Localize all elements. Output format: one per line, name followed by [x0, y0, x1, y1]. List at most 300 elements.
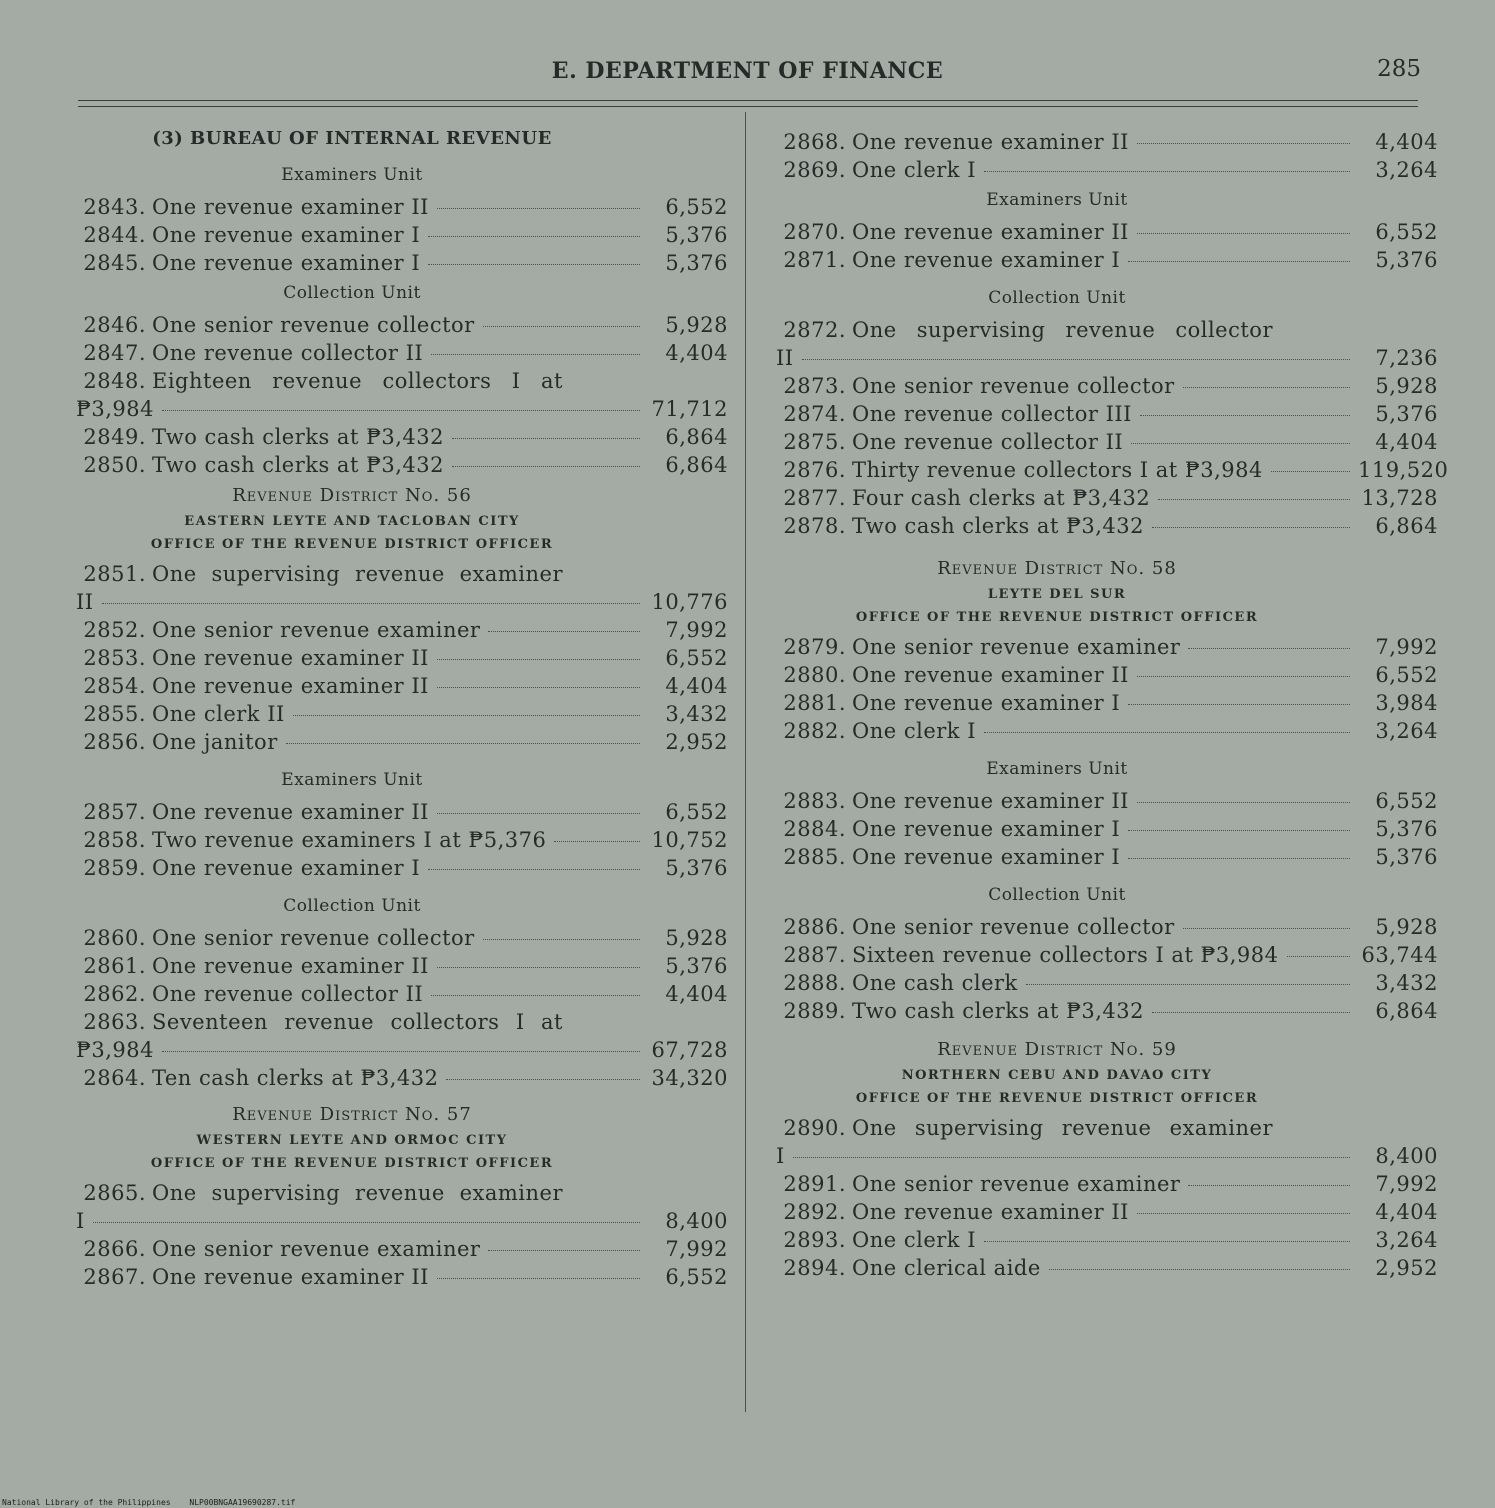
dot-leader [1026, 984, 1350, 985]
item-description: One revenue examiner II [152, 1265, 429, 1289]
item-description: One revenue examiner II [852, 220, 1129, 244]
item-number: 2848. [83, 369, 146, 393]
item-description: One senior revenue examiner [152, 1237, 481, 1261]
dot-leader [1188, 1185, 1350, 1186]
line-item-continuation [776, 1142, 1438, 1170]
item-amount: 10,752 [651, 828, 728, 852]
line-item [776, 689, 1438, 717]
dot-leader [1152, 527, 1350, 528]
item-amount: 4,404 [665, 674, 728, 698]
item-number: 2849. [83, 425, 146, 449]
item-description: One senior revenue collector [152, 926, 475, 950]
item-description: One revenue examiner II [152, 195, 429, 219]
line-item [776, 1114, 1438, 1142]
item-amount: 3,984 [1375, 691, 1438, 715]
item-description-continued: ₱3,984 [76, 397, 154, 421]
item-list [776, 913, 1438, 1025]
line-item [776, 717, 1438, 745]
item-description: One revenue examiner I [152, 223, 421, 247]
item-number: 2874. [783, 402, 846, 426]
item-amount: 6,552 [665, 195, 728, 219]
dot-leader [1152, 1012, 1350, 1013]
line-item-continuation [76, 1207, 728, 1235]
item-number: 2882. [783, 719, 846, 743]
item-description: Two cash clerks at ₱3,432 [852, 999, 1145, 1023]
line-item [776, 484, 1438, 512]
item-number: 2870. [783, 220, 846, 244]
district-title: Revenue District No. 56 [232, 485, 472, 506]
line-item [776, 633, 1438, 661]
item-amount: 8,400 [1375, 1144, 1438, 1168]
dot-leader [431, 995, 640, 996]
wrapped-item [776, 1114, 1438, 1170]
item-number: 2855. [83, 702, 146, 726]
item-number: 2887. [783, 943, 846, 967]
line-item [76, 249, 728, 277]
dot-leader [802, 359, 1350, 360]
line-item [776, 815, 1438, 843]
item-description-continued: II [76, 590, 94, 614]
right-column [776, 128, 1449, 1282]
scan-footer [2, 1498, 309, 1507]
item-number: 2872. [783, 318, 846, 342]
item-amount: 71,712 [651, 397, 728, 421]
line-item [776, 1254, 1438, 1282]
dot-leader [437, 659, 640, 660]
item-description-continued: II [776, 346, 794, 370]
item-number: 2880. [783, 663, 846, 687]
item-description: Two cash clerks at ₱3,432 [152, 453, 445, 477]
dot-leader [984, 732, 1350, 733]
item-number: 2894. [783, 1256, 846, 1280]
item-number: 2852. [83, 618, 146, 642]
item-amount: 4,404 [1375, 130, 1438, 154]
page-number: 285 [1377, 56, 1421, 82]
item-number: 2869. [783, 158, 846, 182]
item-description: One janitor [152, 730, 278, 754]
item-amount: 67,728 [651, 1038, 728, 1062]
item-description-continued: I [776, 1144, 785, 1168]
item-number: 2846. [83, 313, 146, 337]
item-amount: 8,400 [665, 1209, 728, 1233]
line-item [76, 952, 728, 980]
line-item [776, 941, 1438, 969]
item-description-continued: ₱3,984 [76, 1038, 154, 1062]
line-item [76, 1263, 728, 1291]
item-amount: 4,404 [665, 341, 728, 365]
section-heading: Examiners Unit [986, 190, 1128, 210]
item-description: Two cash clerks at ₱3,432 [152, 425, 445, 449]
dot-leader [452, 466, 640, 467]
item-amount: 6,552 [1375, 789, 1438, 813]
item-list [76, 193, 728, 277]
line-item [776, 316, 1438, 344]
dot-leader [1287, 956, 1350, 957]
dot-leader [488, 1250, 640, 1251]
item-description: One revenue examiner I [852, 817, 1121, 841]
item-amount: 3,264 [1375, 158, 1438, 182]
item-list [776, 372, 1449, 540]
header-rule-thin [78, 106, 1418, 107]
dot-leader [1137, 233, 1350, 234]
line-item [76, 798, 728, 826]
line-item [76, 826, 728, 854]
item-list [76, 311, 728, 367]
item-number: 2847. [83, 341, 146, 365]
item-description: One senior revenue examiner [152, 618, 481, 642]
item-number: 2873. [783, 374, 846, 398]
dot-leader [793, 1157, 1350, 1158]
item-amount: 5,376 [1375, 402, 1438, 426]
item-number: 2860. [83, 926, 146, 950]
line-item [76, 644, 728, 672]
line-item [776, 156, 1438, 184]
item-amount: 7,992 [1375, 1172, 1438, 1196]
district-title: Revenue District No. 58 [937, 558, 1177, 579]
item-description: One revenue collector III [852, 402, 1132, 426]
section-heading: Collection Unit [988, 885, 1126, 905]
item-number: 2856. [83, 730, 146, 754]
dot-leader [437, 208, 640, 209]
item-amount: 3,432 [1375, 971, 1438, 995]
dot-leader [1188, 648, 1350, 649]
item-amount: 5,376 [665, 856, 728, 880]
dot-leader [1137, 676, 1350, 677]
dot-leader [437, 813, 640, 814]
line-item [76, 924, 728, 952]
item-number: 2878. [783, 514, 846, 538]
item-description: One supervising revenue collector [852, 318, 1273, 342]
line-item [76, 311, 728, 339]
dot-leader [437, 967, 640, 968]
dot-leader [1183, 928, 1350, 929]
line-item [776, 661, 1438, 689]
item-number: 2861. [83, 954, 146, 978]
item-list [76, 1235, 728, 1291]
dot-leader [446, 1079, 640, 1080]
item-number: 2853. [83, 646, 146, 670]
item-number: 2851. [83, 562, 146, 586]
item-number: 2862. [83, 982, 146, 1006]
line-item [776, 246, 1438, 274]
item-list [76, 924, 728, 1008]
item-description: One clerk I [852, 1228, 976, 1252]
line-item-continuation [776, 344, 1438, 372]
item-amount: 6,864 [665, 453, 728, 477]
district-title: Revenue District No. 57 [232, 1104, 472, 1125]
item-number: 2886. [783, 915, 846, 939]
item-amount: 63,744 [1361, 943, 1438, 967]
item-description: One senior revenue collector [852, 374, 1175, 398]
line-item [76, 1179, 728, 1207]
column-divider [745, 112, 746, 1412]
item-description: One clerk II [152, 702, 285, 726]
dot-leader [162, 1051, 640, 1052]
line-item [76, 221, 728, 249]
item-description: One clerical aide [852, 1256, 1041, 1280]
item-number: 2876. [783, 458, 846, 482]
item-description: Two revenue examiners I at ₱5,376 [152, 828, 547, 852]
dot-leader [483, 326, 640, 327]
dot-leader [1183, 387, 1350, 388]
dot-leader [162, 410, 640, 411]
item-number: 2892. [783, 1200, 846, 1224]
item-amount: 6,864 [1375, 514, 1438, 538]
dot-leader [437, 687, 640, 688]
item-amount: 5,376 [665, 223, 728, 247]
item-number: 2883. [783, 789, 846, 813]
dot-leader [93, 1222, 640, 1223]
line-item [76, 367, 728, 395]
dot-leader [1158, 499, 1350, 500]
item-number: 2871. [783, 248, 846, 272]
item-description: One revenue examiner I [152, 251, 421, 275]
district-office: OFFICE OF THE REVENUE DISTRICT OFFICER [855, 1091, 1259, 1106]
item-amount: 4,404 [1375, 430, 1438, 454]
item-amount: 3,264 [1375, 1228, 1438, 1252]
line-item [76, 1235, 728, 1263]
item-amount: 7,992 [665, 1237, 728, 1261]
wrapped-item [76, 1008, 728, 1064]
item-number: 2890. [783, 1116, 846, 1140]
item-description: One revenue examiner I [852, 845, 1121, 869]
item-description: Eighteen revenue collectors I at [152, 369, 563, 393]
line-item [776, 456, 1449, 484]
section-heading: Collection Unit [283, 896, 421, 916]
line-item-continuation [76, 588, 728, 616]
item-amount: 6,552 [665, 800, 728, 824]
item-description: One clerk I [852, 719, 976, 743]
item-amount: 6,864 [1375, 999, 1438, 1023]
item-amount: 5,928 [1375, 374, 1438, 398]
dot-leader [1128, 261, 1350, 262]
line-item [76, 451, 728, 479]
footer-file: NLP00BNGAA19690287.tif [189, 1498, 296, 1507]
line-item [776, 400, 1438, 428]
item-number: 2881. [783, 691, 846, 715]
dot-leader [488, 631, 640, 632]
item-number: 2891. [783, 1172, 846, 1196]
line-item [76, 700, 728, 728]
item-description: Ten cash clerks at ₱3,432 [152, 1066, 439, 1090]
dot-leader [1128, 830, 1350, 831]
item-amount: 5,928 [665, 926, 728, 950]
dot-leader [428, 264, 640, 265]
item-number: 2844. [83, 223, 146, 247]
dot-leader [554, 841, 640, 842]
line-item [776, 787, 1438, 815]
item-list [76, 798, 728, 882]
item-amount: 6,552 [1375, 220, 1438, 244]
header-rule [78, 100, 1418, 101]
dot-leader [1271, 471, 1350, 472]
item-number: 2864. [83, 1066, 146, 1090]
dot-leader [483, 939, 640, 940]
wrapped-item [76, 367, 728, 423]
bureau-title: (3) BUREAU OF INTERNAL REVENUE [152, 128, 552, 149]
item-list [776, 787, 1438, 871]
wrapped-item [76, 560, 728, 616]
item-number: 2875. [783, 430, 846, 454]
line-item [76, 616, 728, 644]
dot-leader [428, 869, 640, 870]
item-number: 2889. [783, 999, 846, 1023]
item-description: One revenue examiner II [852, 663, 1129, 687]
item-description: Sixteen revenue collectors I at ₱3,984 [852, 943, 1279, 967]
item-number: 2866. [83, 1237, 146, 1261]
line-item [776, 1170, 1438, 1198]
item-number: 2850. [83, 453, 146, 477]
item-amount: 6,864 [665, 425, 728, 449]
item-list [76, 1064, 728, 1092]
line-item [76, 854, 728, 882]
item-description: One revenue examiner II [152, 674, 429, 698]
item-description: One revenue examiner II [852, 789, 1129, 813]
item-list [76, 616, 728, 756]
item-number: 2854. [83, 674, 146, 698]
item-description: One revenue examiner I [152, 856, 421, 880]
item-amount: 2,952 [1375, 1256, 1438, 1280]
item-list [76, 423, 728, 479]
district-area: NORTHERN CEBU AND DAVAO CITY [901, 1068, 1213, 1083]
item-description: One senior revenue examiner [852, 635, 1181, 659]
item-number: 2884. [783, 817, 846, 841]
district-office: OFFICE OF THE REVENUE DISTRICT OFFICER [855, 610, 1259, 625]
line-item [776, 512, 1438, 540]
item-number: 2857. [83, 800, 146, 824]
item-description: Two cash clerks at ₱3,432 [852, 514, 1145, 538]
item-amount: 6,552 [665, 1265, 728, 1289]
item-amount: 4,404 [665, 982, 728, 1006]
item-description: One clerk I [852, 158, 976, 182]
page-header-title: E. DEPARTMENT OF FINANCE [551, 58, 944, 84]
item-description: Thirty revenue collectors I at ₱3,984 [852, 458, 1263, 482]
item-description: One supervising revenue examiner [152, 1181, 563, 1205]
line-item [776, 913, 1438, 941]
line-item [76, 560, 728, 588]
item-list [776, 218, 1438, 274]
item-description: One senior revenue examiner [852, 1172, 1181, 1196]
item-list [776, 633, 1438, 745]
item-description: One revenue examiner II [852, 130, 1129, 154]
item-amount: 5,376 [1375, 817, 1438, 841]
item-amount: 3,432 [665, 702, 728, 726]
wrapped-item [776, 316, 1438, 372]
section-heading: Examiners Unit [986, 759, 1128, 779]
item-description: One senior revenue collector [852, 915, 1175, 939]
district-area: WESTERN LEYTE AND ORMOC CITY [196, 1133, 508, 1148]
item-number: 2845. [83, 251, 146, 275]
line-item [776, 428, 1438, 456]
line-item [76, 423, 728, 451]
line-item [776, 128, 1438, 156]
item-description-continued: I [76, 1209, 85, 1233]
dot-leader [1140, 415, 1350, 416]
item-description: One revenue collector II [152, 982, 424, 1006]
item-amount: 5,928 [665, 313, 728, 337]
item-number: 2885. [783, 845, 846, 869]
item-description: One cash clerk [852, 971, 1018, 995]
line-item [76, 728, 728, 756]
item-number: 2868. [783, 130, 846, 154]
section-heading: Collection Unit [283, 283, 421, 303]
dot-leader [1137, 1213, 1350, 1214]
district-area: LEYTE DEL SUR [987, 587, 1127, 602]
district-area: EASTERN LEYTE AND TACLOBAN CITY [184, 514, 520, 529]
line-item [776, 843, 1438, 871]
line-item [76, 1064, 728, 1092]
line-item [776, 372, 1438, 400]
item-list [776, 1170, 1438, 1282]
item-amount: 6,552 [1375, 663, 1438, 687]
item-number: 2867. [83, 1265, 146, 1289]
dot-leader [437, 1278, 640, 1279]
wrapped-item [76, 1179, 728, 1235]
item-amount: 5,376 [1375, 845, 1438, 869]
line-item-continuation [76, 1036, 728, 1064]
item-description: One revenue examiner I [852, 248, 1121, 272]
item-description: One revenue examiner II [852, 1200, 1129, 1224]
item-description: One revenue examiner II [152, 646, 429, 670]
item-description: One senior revenue collector [152, 313, 475, 337]
dot-leader [1131, 443, 1350, 444]
item-amount: 5,376 [1375, 248, 1438, 272]
item-number: 2843. [83, 195, 146, 219]
item-amount: 4,404 [1375, 1200, 1438, 1224]
item-amount: 2,952 [665, 730, 728, 754]
item-description: One revenue collector II [852, 430, 1124, 454]
item-amount: 5,928 [1375, 915, 1438, 939]
line-item [76, 672, 728, 700]
item-number: 2893. [783, 1228, 846, 1252]
district-office: OFFICE OF THE REVENUE DISTRICT OFFICER [150, 537, 554, 552]
footer-source: National Library of the Philippines [2, 1498, 171, 1507]
line-item [776, 969, 1438, 997]
line-item [76, 339, 728, 367]
item-amount: 7,992 [1375, 635, 1438, 659]
line-item [76, 980, 728, 1008]
item-description: One revenue examiner II [152, 954, 429, 978]
dot-leader [1128, 704, 1350, 705]
dot-leader [1128, 858, 1350, 859]
left-column [76, 128, 728, 1291]
item-amount: 7,236 [1375, 346, 1438, 370]
item-amount: 6,552 [665, 646, 728, 670]
item-number: 2865. [83, 1181, 146, 1205]
dot-leader [102, 603, 640, 604]
section-heading: Collection Unit [988, 288, 1126, 308]
dot-leader [984, 171, 1350, 172]
dot-leader [286, 743, 640, 744]
dot-leader [428, 236, 640, 237]
dot-leader [1137, 143, 1350, 144]
item-amount: 7,992 [665, 618, 728, 642]
item-number: 2877. [783, 486, 846, 510]
dot-leader [984, 1241, 1350, 1242]
line-item-continuation [76, 395, 728, 423]
item-number: 2858. [83, 828, 146, 852]
item-description: One revenue examiner II [152, 800, 429, 824]
item-amount: 34,320 [651, 1066, 728, 1090]
item-description: One supervising revenue examiner [152, 562, 563, 586]
item-amount: 5,376 [665, 251, 728, 275]
dot-leader [431, 354, 640, 355]
item-number: 2863. [83, 1010, 146, 1034]
district-title: Revenue District No. 59 [937, 1039, 1177, 1060]
district-office: OFFICE OF THE REVENUE DISTRICT OFFICER [150, 1156, 554, 1171]
item-number: 2859. [83, 856, 146, 880]
section-heading: Examiners Unit [281, 770, 423, 790]
